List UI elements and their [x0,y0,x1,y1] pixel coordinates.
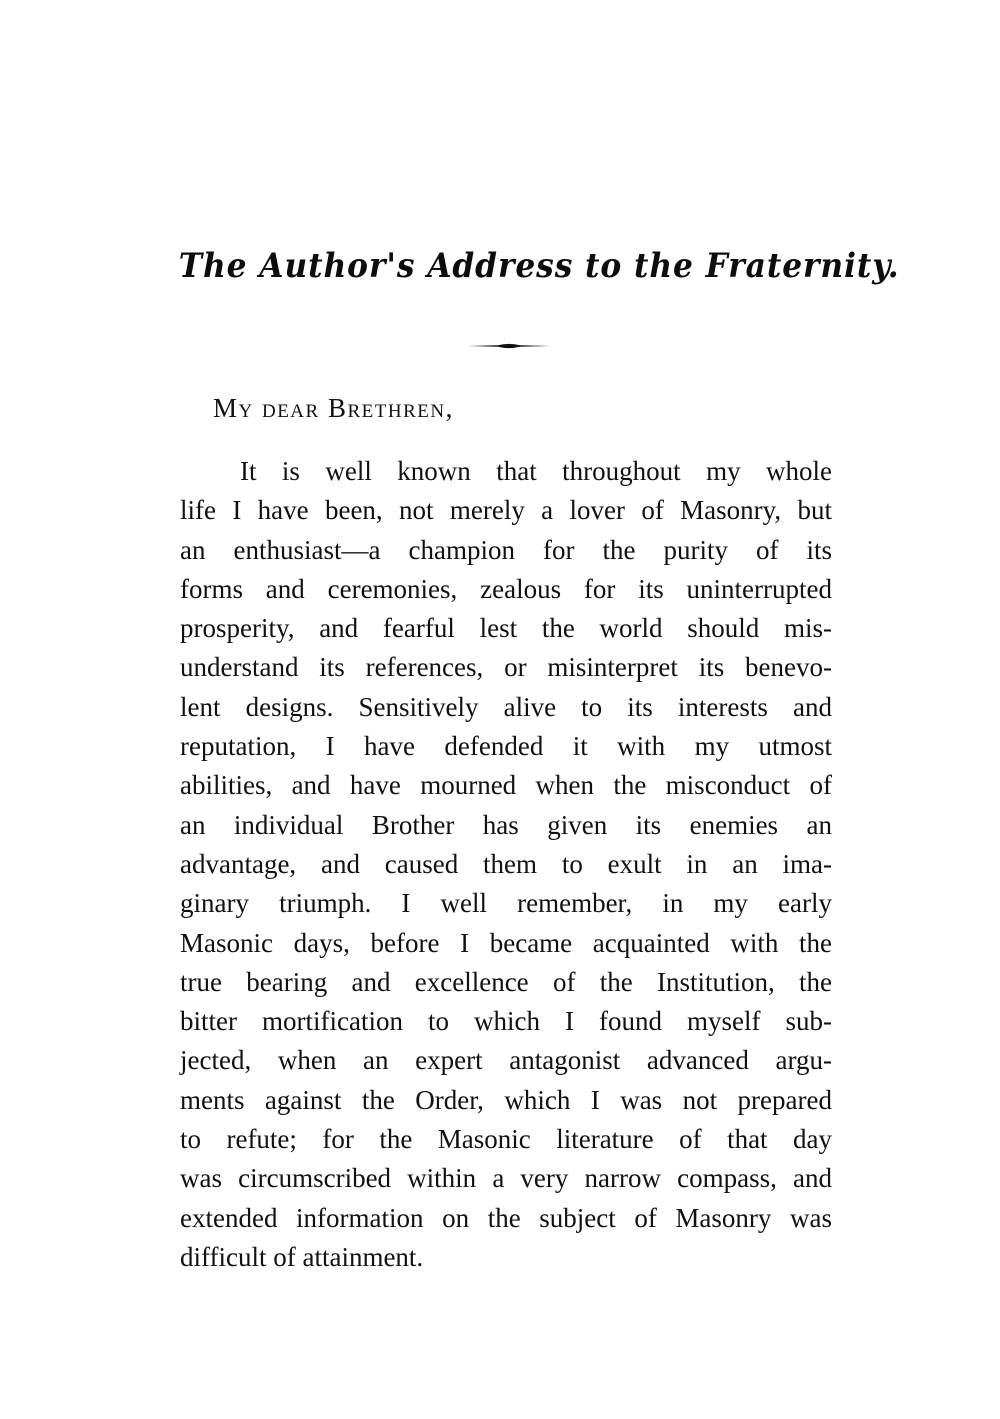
text-line: to refute; for the Masonic literature of that day [180,1124,832,1155]
text-line: advantage, and caused them to exult in an ima- [180,848,832,879]
page-title: The Author's Address to the Fraternity. [178,246,900,286]
text-line: an individual Brother has given its enemies an [180,809,832,840]
text-line: Masonic days, before I became acquainted with the [180,927,832,958]
text-line: was circumscribed within a very narrow compass, and [180,1163,832,1194]
body-text [180,452,832,1277]
text-line: reputation, I have defended it with my utmost [180,731,832,762]
text-line: understand its references, or misinterpret its benevo- [180,652,832,683]
text-line: life I have been, not merely a lover of Masonry, but [180,495,832,526]
text-line: difficult of attainment. [180,1241,424,1272]
text-line: It is well known that throughout my whole [240,456,832,486]
text-line: lent designs. Sensitively alive to its interests and [180,691,832,722]
text-line: bitter mortification to which I found myself sub- [180,1006,832,1037]
title-rule-ornament [468,341,550,351]
text-line: prosperity, and fearful lest the world should mis- [180,613,832,644]
text-line: an enthusiast—a champion for the purity of its [180,534,832,565]
text-line: ments against the Order, which I was not prepared [180,1084,832,1115]
salutation: My dear Brethren, [213,393,454,423]
text-line: forms and ceremonies, zealous for its uninterrupted [180,573,832,604]
text-line: extended information on the subject of Masonry was [180,1202,832,1233]
text-line: jected, when an expert antagonist advanced argu- [180,1045,832,1076]
text-line: abilities, and have mourned when the misconduct of [180,770,832,801]
text-line: true bearing and excellence of the Institution, the [180,966,832,997]
text-line: ginary triumph. I well remember, in my early [180,888,832,919]
